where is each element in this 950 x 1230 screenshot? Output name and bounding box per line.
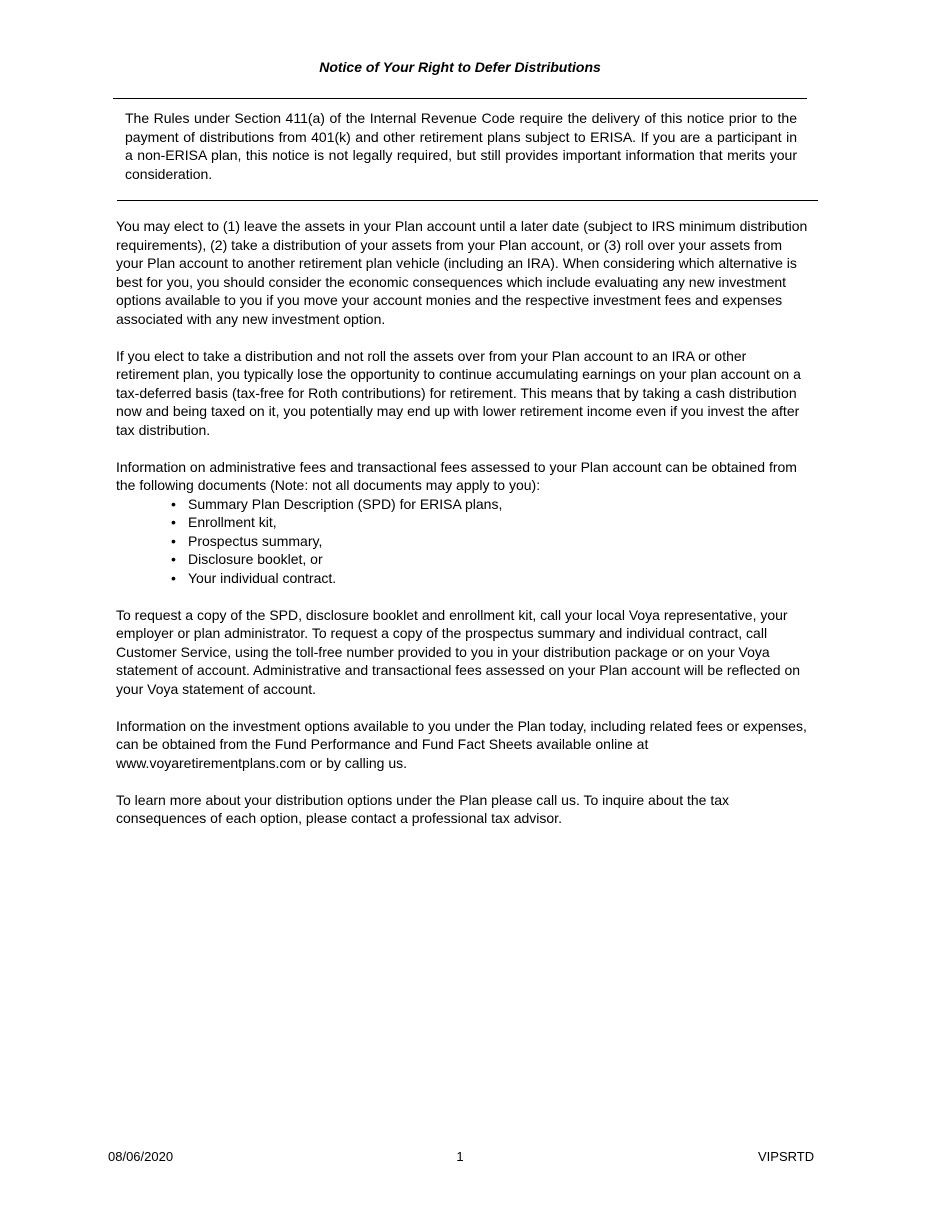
list-item: • Prospectus summary,	[171, 532, 323, 549]
list-item: • Disclosure booklet, or	[171, 551, 323, 567]
paragraph-learn-more: To learn more about your distribution options under the Plan please call us. To inquire about the tax consequences of each option, please contact a professional tax advisor.	[116, 791, 730, 826]
footer-form-code: VIPSRTD	[758, 1149, 815, 1164]
documents-list	[116, 495, 811, 588]
list-item: • Your individual contract.	[171, 569, 337, 586]
bullet-icon: •	[171, 551, 176, 567]
divider-bottom	[117, 200, 818, 201]
notice-body	[116, 217, 811, 846]
paragraph-distribution: If you elect to take a distribution and not roll the assets over from your Plan account to an IRA or other retirement plan, you typically lose the opportunity to continue accumulating earnings on your plan account on a tax-deferred basis (tax-free for Roth contributions) for retirement. This means that by taking a cash distribution now and being taxed on it, you potentially may end up with lower retirement income even if you invest the after tax distribution.	[116, 347, 801, 438]
bullet-icon: •	[171, 569, 176, 586]
list-item: • Enrollment kit,	[171, 514, 277, 530]
bullet-icon: •	[171, 514, 176, 530]
bullet-icon: •	[171, 532, 176, 549]
paragraph-fees: Information on administrative fees and transactional fees assessed to your Plan account can be obtained from the following documents (Note: not all documents may apply to you):	[116, 458, 797, 493]
list-item: • Summary Plan Description (SPD) for ERISA plans,	[171, 495, 503, 512]
intro-notice: The Rules under Section 411(a) of the Internal Revenue Code require the delivery of this notice prior to the payment of distributions from 401(k) and other retirement plans subject to ERISA. If you are a participant in a non-ERISA plan, this notice is not legally required, but still provides important information that merits your consideration.	[125, 110, 797, 182]
divider-top	[113, 98, 807, 99]
paragraph-options: You may elect to (1) leave the assets in your Plan account until a later date (subject to IRS minimum distribution requirements), (2) take a distribution of your assets from your Plan account, or (3) roll over your assets from your Plan account to another retirement plan vehicle (including an IRA). When considering which alternative is best for you, you should consider the economic consequences which include evaluating any new investment options available to you if you move your account monies and the respective investment fees and expenses associated with any new investment option.	[116, 218, 808, 327]
footer-date: 08/06/2020	[108, 1149, 174, 1164]
paragraph-request-copy: To request a copy of the SPD, disclosure booklet and enrollment kit, call your local Voya representative, your employer or plan administrator. To request a copy of the prospectus summary and individual contract, call Customer Service, using the toll-free number provided to you in your distribution package or on your Voya statement of account. Administrative and transactional fees assessed on your Plan account will be reflected on your Voya statement of account.	[116, 606, 801, 697]
bullet-icon: •	[171, 495, 176, 512]
footer-page-number: 1	[456, 1149, 464, 1164]
paragraph-investment-info: Information on the investment options available to you under the Plan today, including related fees or expenses, can be obtained from the Fund Performance and Fund Fact Sheets available online at www.voyaretirementplans.com or by calling us.	[116, 717, 807, 771]
page-title: Notice of Your Right to Defer Distributions	[319, 59, 601, 75]
